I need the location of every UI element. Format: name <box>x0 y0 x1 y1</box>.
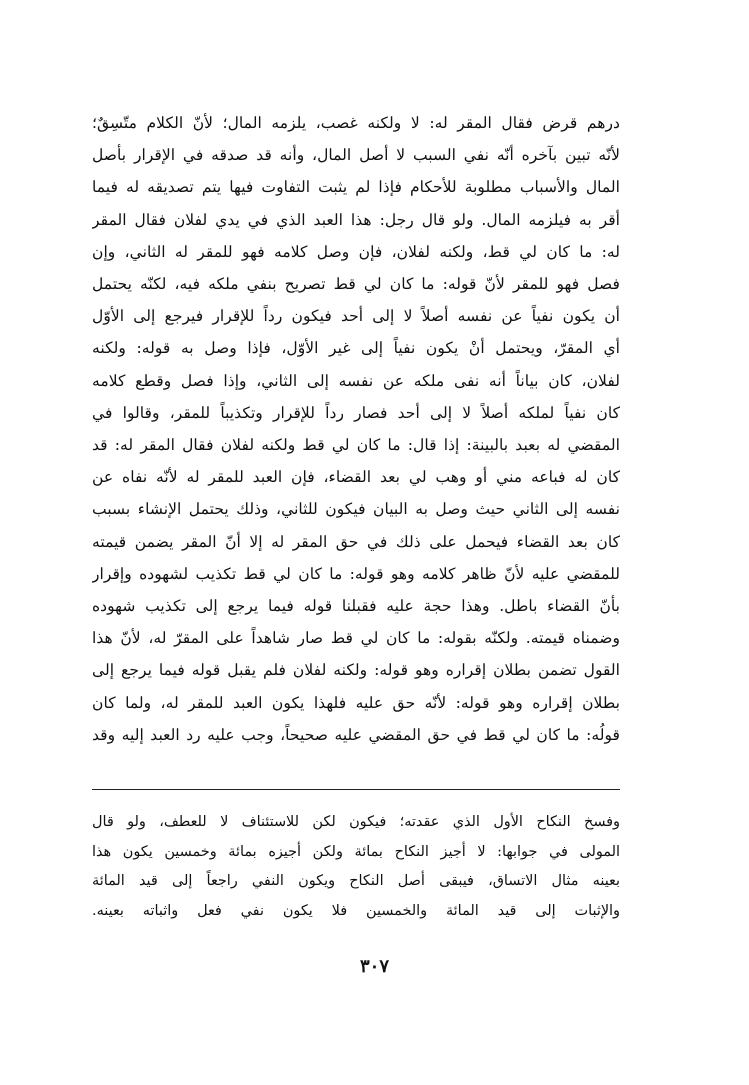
body-line: نفسه إلى الثاني حيث وصل به البيان فيكون للثاني، وذلك يحتمل الإنشاء بسبب <box>92 500 620 519</box>
footnote-line: والإثبات إلى قيد المائة والخمسين فلا يكون نفي فعل واثباته بعينه. <box>92 902 620 919</box>
body-line: بأنّ القضاء باطل. وهذا حجة عليه فقبلنا قوله فيما يرجع إلى تكذيب شهوده <box>92 597 620 616</box>
footnote <box>92 808 620 926</box>
body-line: للمقضي عليه لأنّ ظاهر كلامه وهو قوله: ما كان لي قط تكذيب لشهوده وإقرار <box>92 564 620 583</box>
body-line: لفلان، كان بياناً أنه نفى ملكه عن نفسه إلى الثاني، وإذا فصل وقطع كلامه <box>92 371 620 390</box>
body-line: كان له فباعه مني أو وهب لي بعد القضاء، فإن العبد للمقر له لأنّه نفاه عن <box>92 468 620 487</box>
footnote-line: وفسخ النكاح الأول الذي عقدته؛ فيكون لكن للاستئناف لا للعطف، ولو قال <box>92 814 620 830</box>
body-line: لأنّه تبين بآخره أنّه نفي السبب لا أصل المال، وأنه قد صدقه في الإقرار بأصل <box>92 146 620 165</box>
body-line: كان بعد القضاء فيحمل على ذلك في حق المقر له إلا أنّ المقر يضمن قيمته <box>92 532 620 551</box>
body-line: بطلان إقراره وهو قوله: لأنّه حق عليه فلهذا يكون العبد للمقر له، ولما كان <box>92 693 620 712</box>
body-line: المقضي له بعبد بالبينة: إذا قال: ما كان لي قط ولكنه لفلان فقال المقر له: قد <box>92 436 620 455</box>
footnote-line: المولى في جوابها: لا أجيز النكاح بمائة ولكن أجيزه بمائة وخمسين يكون هذا <box>92 843 620 860</box>
body-line: وضمناه قيمته. ولكنّه بقوله: ما كان لي قط صار شاهداً على المقرّ له، لأنّ هذا <box>92 629 620 648</box>
page-number: ٣٠٧ <box>359 956 389 977</box>
body-line: قولُه: ما كان لي قط في حق المقضي عليه صحيحاً، وجب عليه رد العبد إليه وقد <box>92 725 620 744</box>
main-text <box>92 107 620 751</box>
body-line: أي المقرّ، ويحتمل أنْ يكون نفياً إلى غير الأوّل، فإذا وصل به قوله: ولكنه <box>92 339 620 358</box>
footnote-divider <box>92 789 620 790</box>
body-line: أن يكون نفياً عن نفسه أصلاً لا إلى أحد فيكون رداً للإقرار فيرجع إلى الأوّل <box>92 307 620 326</box>
body-line: القول تضمن بطلان إقراره وهو قوله: ولكنه لفلان فلم يقبل قوله فيما يرجع إلى <box>92 661 620 680</box>
body-line: المال والأسباب مطلوبة للأحكام فإذا لم يثبت التفاوت فيها يتم تصديقه له فيما <box>92 178 620 197</box>
body-line: كان نفياً لملكه أصلاً لا إلى أحد فصار رداً للإقرار وتكذيباً للمقر، وقالوا في <box>92 403 620 422</box>
body-line: فصل فهو للمقر لأنّ قوله: ما كان لي قط تصريح بنفي ملكه فيه، لكنّه يحتمل <box>92 275 620 294</box>
body-line: له: ما كان لي قط، ولكنه لفلان، فإن وصل كلامه فهو للمقر له الثاني، وإن <box>92 242 620 261</box>
footnote-line: بعينه مثال الاتساق، فيبقى أصل النكاح ويكون النفي راجعاً إلى قيد المائة <box>92 873 620 889</box>
body-line: أقر به فيلزمه المال. ولو قال رجل: هذا العبد الذي في يدي لفلان فقال المقر <box>92 210 620 229</box>
body-line: درهم قرض فقال المقر له: لا ولكنه غصب، يلزمه المال؛ لأنّ الكلام متّسِقٌ؛ <box>92 114 620 132</box>
